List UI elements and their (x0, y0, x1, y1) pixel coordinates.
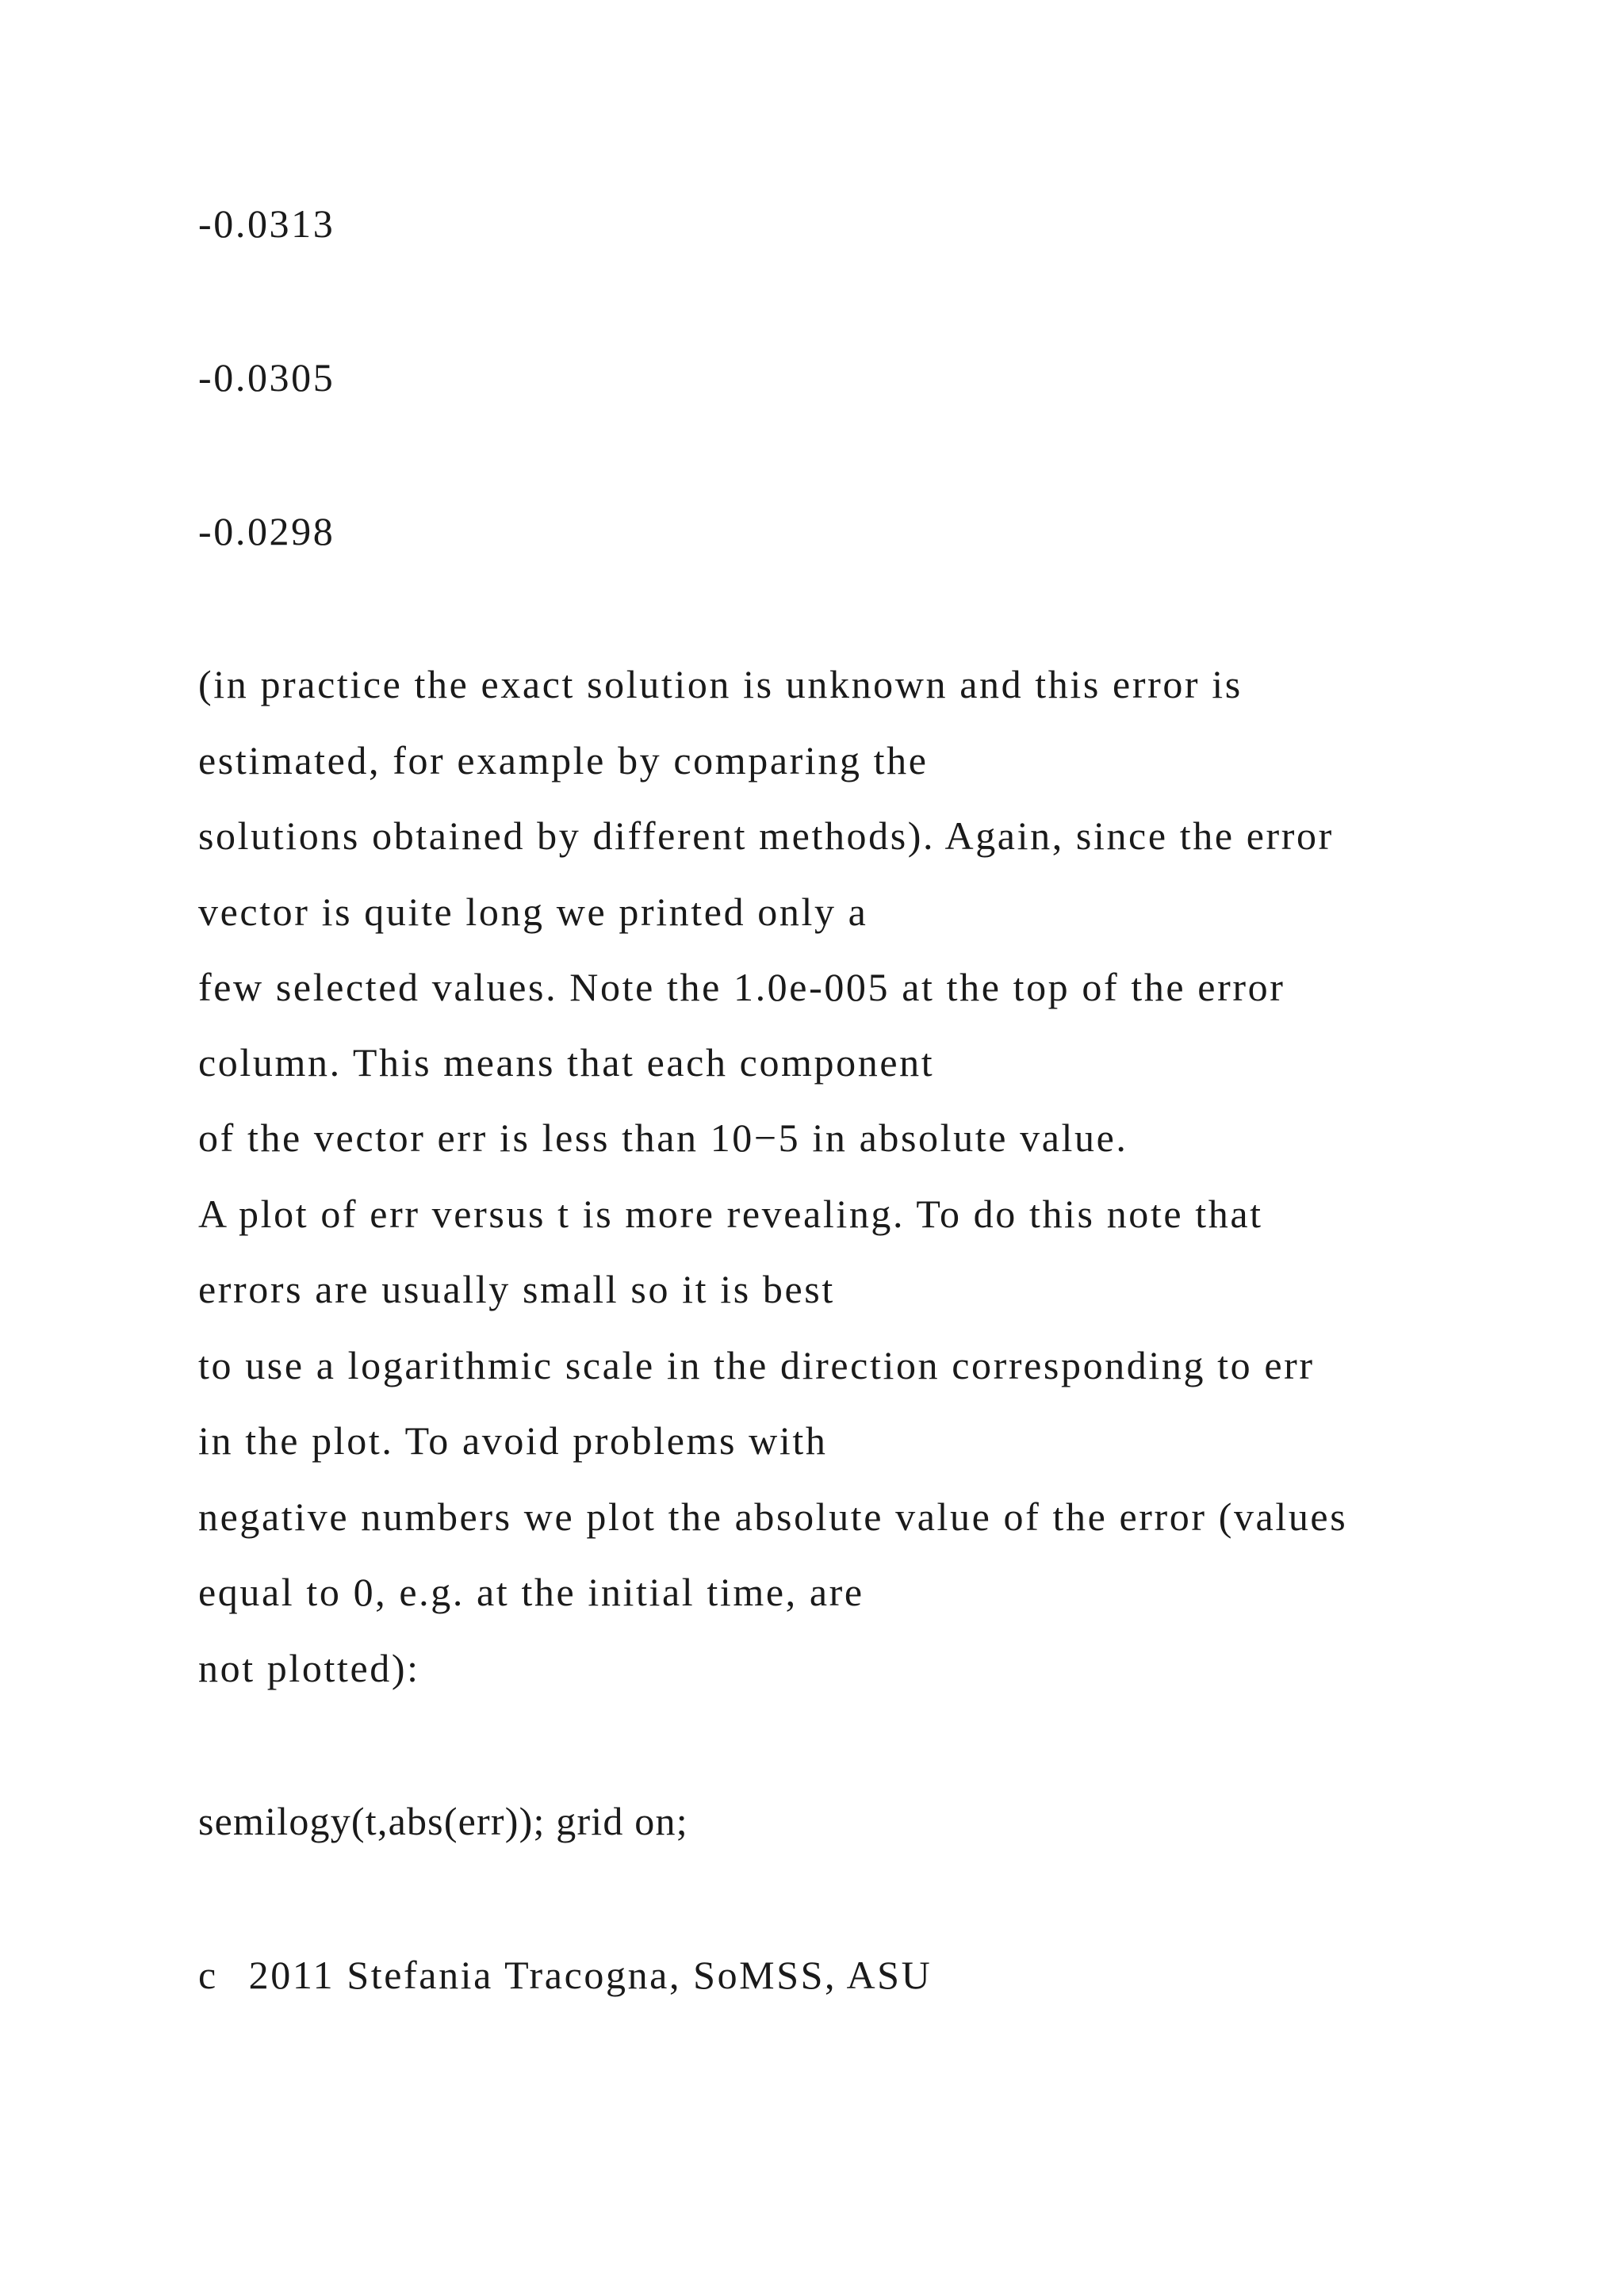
paragraph-line: in the plot. To avoid problems with (198, 1418, 828, 1463)
error-value-2: -0.0305 (198, 355, 335, 400)
code-line: semilogy(t,abs(err)); grid on; (198, 1799, 688, 1843)
paragraph-line: column. This means that each component (198, 1040, 935, 1085)
paragraph-line: not plotted): (198, 1646, 420, 1690)
paragraph-line: negative numbers we plot the absolute value of the error (values (198, 1494, 1348, 1539)
paragraph-line: errors are usually small so it is best (198, 1267, 835, 1311)
error-value-3: -0.0298 (198, 509, 335, 553)
paragraph-line: equal to 0, e.g. at the initial time, are (198, 1570, 864, 1614)
paragraph-line: to use a logarithmic scale in the direction corresponding to err (198, 1343, 1315, 1387)
paragraph-line: solutions obtained by different methods). Again, since the error (198, 813, 1334, 858)
error-value-1: -0.0313 (198, 201, 335, 246)
paragraph-line: A plot of err versus t is more revealing. To do this note that (198, 1192, 1263, 1236)
paragraph-line: (in practice the exact solution is unknown and this error is (198, 662, 1243, 706)
copyright-footer: c⃝2011 Stefania Tracogna, SoMSS, ASU (198, 1953, 933, 1997)
paragraph-line: vector is quite long we printed only a (198, 890, 868, 934)
paragraph-line: few selected values. Note the 1.0e-005 at the top of the error (198, 965, 1285, 1009)
paragraph-line: of the vector err is less than 10−5 in absolute value. (198, 1115, 1128, 1160)
paragraph-line: estimated, for example by comparing the (198, 738, 929, 783)
